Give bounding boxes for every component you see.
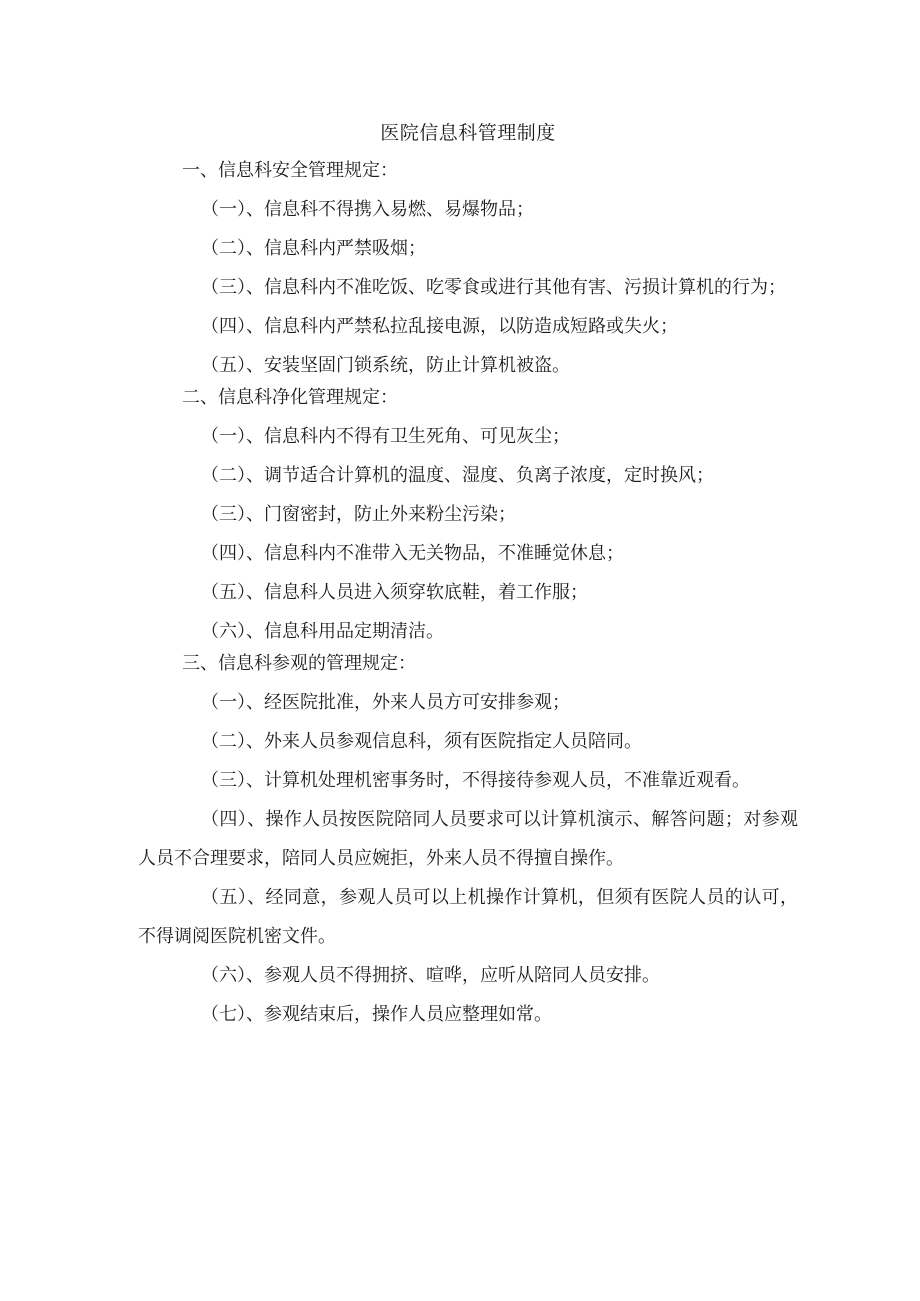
list-item: （三）、门窗密封，防止外来粉尘污染； [201, 504, 516, 525]
list-item: （四）、操作人员按医院陪同人员要求可以计算机演示、解答问题；对参观人员不合理要求，陪同人员应婉拒，外来人员不得擅自操作。 [138, 809, 798, 869]
list-item: （五）、安装坚固门锁系统，防止计算机被盗。 [201, 355, 570, 376]
list-item: （七）、参观结束后，操作人员应整理如常。 [201, 1004, 552, 1025]
item-list [138, 683, 798, 1034]
item-list [138, 190, 798, 385]
document-title: 医院信息科管理制度 [380, 122, 556, 144]
list-item: （二）、调节适合计算机的温度、湿度、负离子浓度，定时换风； [201, 465, 714, 486]
list-item: （五）、信息科人员进入须穿软底鞋，着工作服； [201, 582, 588, 603]
section-heading: 三、信息科参观的管理规定： [182, 653, 416, 674]
list-item: （一）、信息科内不得有卫生死角、可见灰尘； [201, 426, 570, 447]
section-security [138, 158, 798, 385]
document-page [138, 120, 798, 1034]
section-visits [138, 651, 798, 1034]
list-item: （六）、参观人员不得拥挤、喧哗，应听从陪同人员安排。 [201, 965, 660, 986]
list-item: （一）、经医院批准，外来人员方可安排参观； [201, 692, 570, 713]
list-item: （六）、信息科用品定期清洁。 [201, 621, 444, 642]
section-cleanliness [138, 385, 798, 651]
list-item: （四）、信息科内不准带入无关物品，不准睡觉休息； [201, 543, 624, 564]
list-item: （二）、信息科内严禁吸烟； [201, 238, 426, 259]
item-list [138, 417, 798, 651]
list-item: （二）、外来人员参观信息科，须有医院指定人员陪同。 [201, 731, 642, 752]
list-item: （四）、信息科内严禁私拉乱接电源，以防造成短路或失火； [201, 316, 678, 337]
section-heading: 一、信息科安全管理规定： [182, 160, 398, 181]
list-item: （一）、信息科不得携入易燃、易爆物品； [201, 199, 534, 220]
list-item: （三）、计算机处理机密事务时，不得接待参观人员，不准靠近观看。 [201, 770, 750, 791]
section-heading: 二、信息科净化管理规定： [182, 387, 398, 408]
list-item: （三）、信息科内不准吃饭、吃零食或进行其他有害、污损计算机的行为； [201, 277, 786, 298]
list-item: （五）、经同意，参观人员可以上机操作计算机，但须有医院人员的认可，不得调阅医院机密文件。 [138, 887, 798, 947]
